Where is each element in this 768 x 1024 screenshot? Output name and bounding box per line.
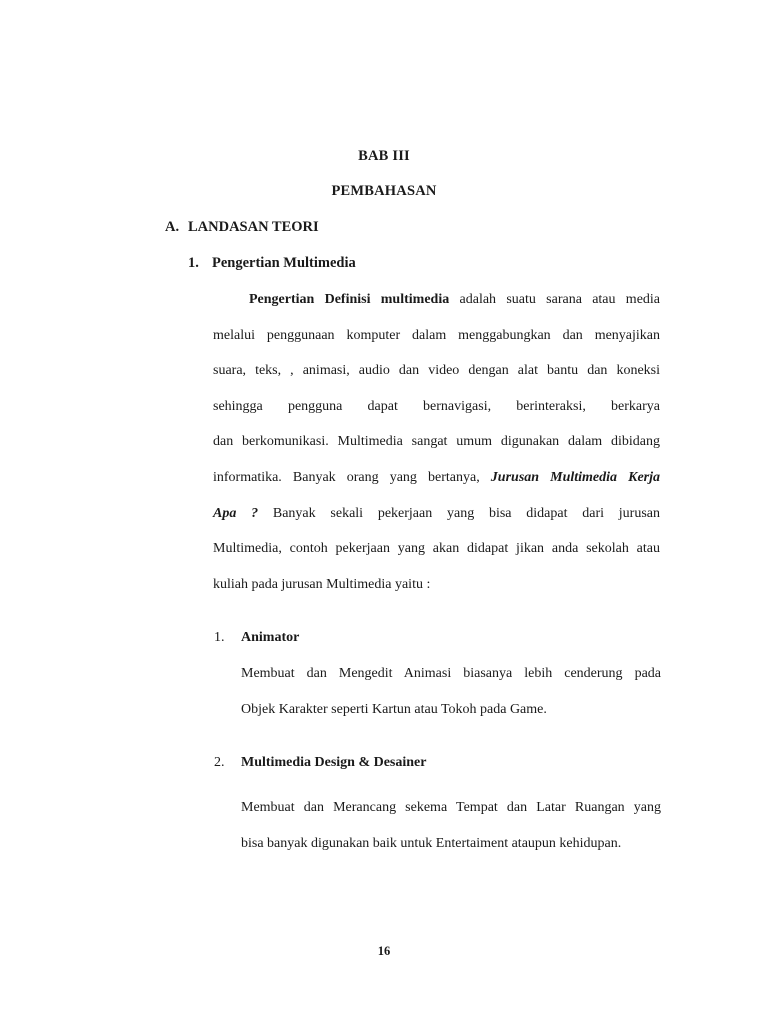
emphasis-question: Jurusan Multimedia Kerja [490,469,661,485]
list-item-body [241,656,661,728]
subsection-title: Pengertian Multimedia [212,255,356,271]
list-item-line: Membuat dan Mengedit Animasi biasanya lebih cenderung pada [241,666,661,681]
definition-term: Pengertian Definisi multimedia [249,292,450,307]
subsection-number: 1. [188,255,199,271]
list-item-title: Multimedia Design & Desainer [241,755,427,770]
list-item-number: 2. [214,755,225,770]
list-item-line: Membuat dan Merancang sekema Tempat dan Latar Ruangan yang [241,800,661,815]
paragraph-line: kuliah pada jurusan Multimedia yaitu : [213,576,431,592]
paragraph-line: melalui penggunaan komputer dalam menggabungkan dan menyajikan [213,327,660,343]
body-paragraph [213,282,660,602]
paragraph-line: Apa ? Banyak sekali pekerjaan yang bisa didapat dari jurusan [213,505,661,521]
list-item-number: 1. [214,630,225,645]
paragraph-line: sehingga pengguna dapat bernavigasi, berinteraksi, berkarya [213,398,660,414]
list-item-title: Animator [241,630,300,645]
chapter-title: PEMBAHASAN [331,183,437,199]
paragraph-line: Multimedia, contoh pekerjaan yang akan didapat jikan anda sekolah atau [213,541,660,557]
paragraph-line: suara, teks, , animasi, audio dan video dengan alat bantu dan koneksi [213,363,660,379]
paragraph-line: dan berkomunikasi. Multimedia sangat umum digunakan dalam dibidang [213,434,660,450]
list-item-line: bisa banyak digunakan baik untuk Entertaiment ataupun kehidupan. [241,836,622,851]
section-title: LANDASAN TEORI [188,219,319,235]
page-number: 16 [377,944,391,958]
list-item-line: Objek Karakter seperti Kartun atau Tokoh pada Game. [241,702,547,717]
paragraph-line: Pengertian Definisi multimedia adalah suatu sarana atau media [249,292,661,307]
chapter-label: BAB III [358,148,410,164]
emphasis-question-end: Apa ? [213,505,259,521]
list-item-body [241,790,661,862]
paragraph-line: informatika. Banyak orang yang bertanya, Jurusan Multimedia Kerja [213,469,661,485]
section-letter: A. [165,219,180,235]
